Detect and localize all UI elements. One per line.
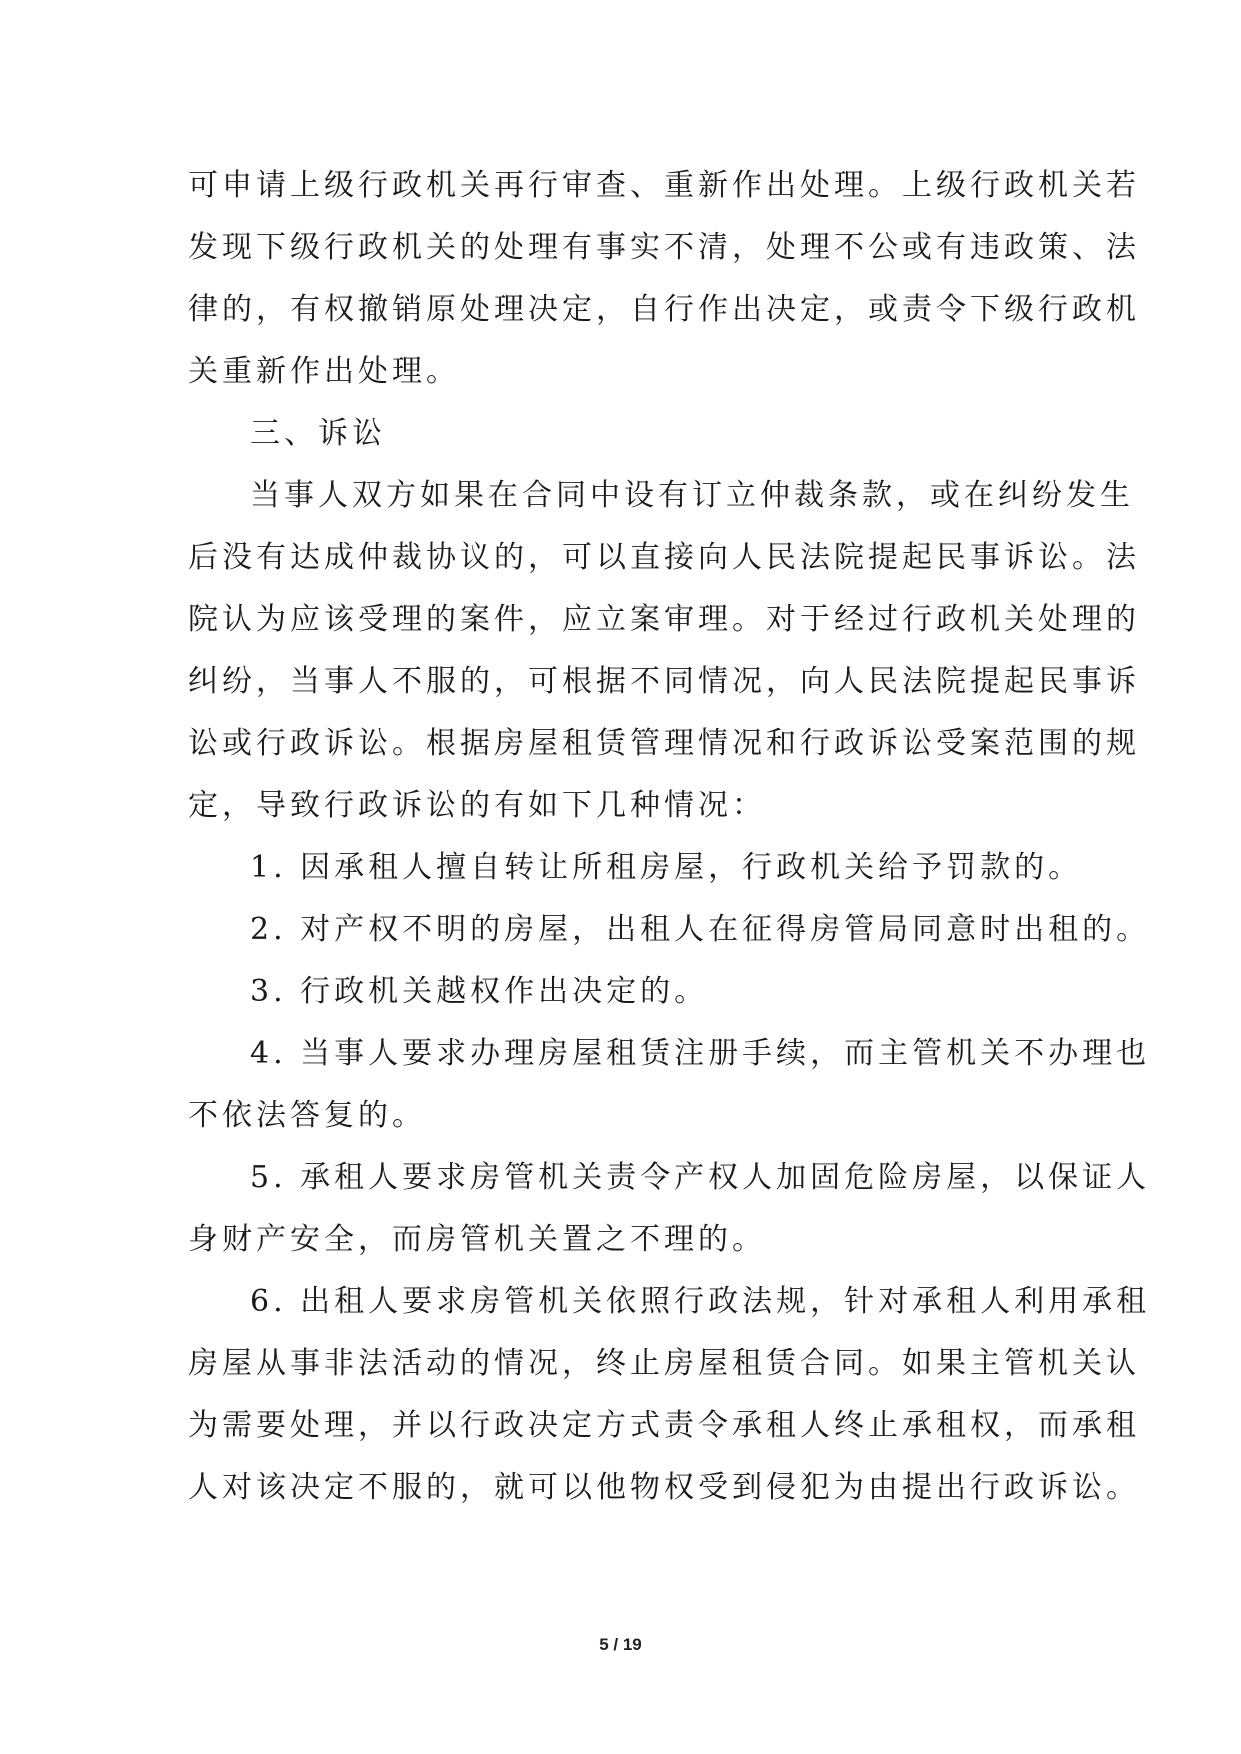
text-line: 不依法答复的。 <box>188 1098 426 1133</box>
list-item: 5. 承租人要求房管机关责令产权人加固危险房屋，以保证人 <box>250 1160 1151 1195</box>
list-item: 4. 当事人要求办理房屋租赁注册手续，而主管机关不办理也 <box>250 1036 1151 1071</box>
section-heading: 三、诉讼 <box>250 416 386 451</box>
text-line: 可申请上级行政机关再行审查、重新作出处理。上级行政机关若 <box>188 168 1140 203</box>
body-text <box>188 155 1151 1519</box>
text-line: 关重新作出处理。 <box>188 354 460 389</box>
list-item: 1. 因承租人擅自转让所租房屋，行政机关给予罚款的。 <box>250 850 1083 885</box>
list-item: 6. 出租人要求房管机关依照行政法规，针对承租人利用承租 <box>250 1284 1151 1319</box>
text-line: 纠纷，当事人不服的，可根据不同情况，向人民法院提起民事诉 <box>188 664 1140 699</box>
text-line: 律的，有权撤销原处理决定，自行作出决定，或责令下级行政机 <box>188 292 1140 327</box>
text-line: 发现下级行政机关的处理有事实不清，处理不公或有违政策、法 <box>188 230 1140 265</box>
list-item: 3. 行政机关越权作出决定的。 <box>250 974 709 1009</box>
list-item: 2. 对产权不明的房屋，出租人在征得房管局同意时出租的。 <box>250 912 1151 947</box>
text-line: 后没有达成仲裁协议的，可以直接向人民法院提起民事诉讼。法 <box>188 540 1140 575</box>
text-line: 人对该决定不服的，就可以他物权受到侵犯为由提出行政诉讼。 <box>188 1470 1140 1505</box>
text-line: 院认为应该受理的案件，应立案审理。对于经过行政机关处理的 <box>188 602 1140 637</box>
text-line: 定，导致行政诉讼的有如下几种情况： <box>188 788 766 823</box>
text-line: 当事人双方如果在合同中设有订立仲裁条款，或在纠纷发生 <box>250 478 1134 513</box>
text-line: 房屋从事非法活动的情况，终止房屋租赁合同。如果主管机关认 <box>188 1346 1140 1381</box>
text-line: 讼或行政诉讼。根据房屋租赁管理情况和行政诉讼受案范围的规 <box>188 726 1140 761</box>
text-line: 为需要处理，并以行政决定方式责令承租人终止承租权，而承租 <box>188 1408 1140 1443</box>
page-number: 5 / 19 <box>599 1635 642 1654</box>
text-line: 身财产安全，而房管机关置之不理的。 <box>188 1222 766 1257</box>
